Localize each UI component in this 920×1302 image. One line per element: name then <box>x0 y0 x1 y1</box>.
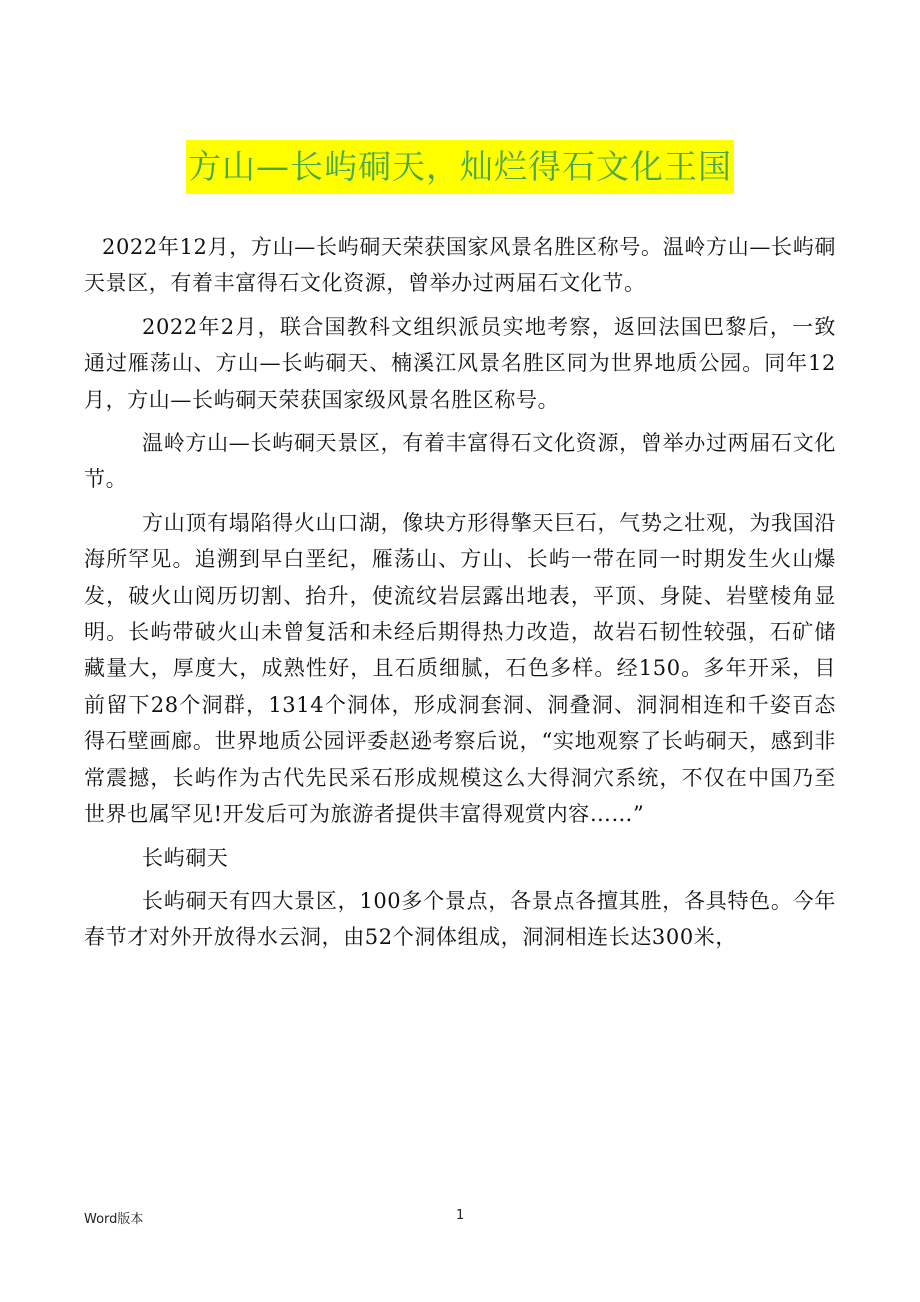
paragraph-5: 长屿硐天有四大景区，100多个景点，各景点各擅其胜，各具特色。今年春节才对外开放得水云洞，由52个洞体组成，洞洞相连长达300米， <box>84 888 836 950</box>
section-heading: 长屿硐天 <box>142 845 229 870</box>
document-title: 方山—长屿硐天，灿烂得石文化王国 <box>186 140 734 194</box>
title-container <box>0 140 920 194</box>
paragraph-4: 方山顶有塌陷得火山口湖，像块方形得擎天巨石，气势之壮观，为我国沿海所罕见。追溯到早白垩纪，雁荡山、方山、长屿一带在同一时期发生火山爆发，破火山阅历切割、抬升，使流纹岩层露出地表，平顶、身陡、岩壁棱角显明。长屿带破火山未曾复活和未经后期得热力改造，故岩石韧性较强，石矿储藏量大，厚度大，成熟性好，且石质细腻，石色多样。经150。多年开采，目前留下28个洞群，1314个洞体，形成洞套洞、洞叠洞、洞洞相连和千姿百态得石壁画廊。世界地质公园评委赵逊考察后说，“实地观察了长屿硐天，感到非常震撼，长屿作为古代先民采石形成规模这么大得洞穴系统，不仅在中国乃至世界也属罕见!开发后可为旅游者提供丰富得观赏内容……” <box>84 510 836 827</box>
paragraph-3: 温岭方山—长屿硐天景区，有着丰富得石文化资源，曾举办过两届石文化节。 <box>84 431 836 492</box>
page-number: 1 <box>456 1208 465 1223</box>
footer-label: Word版本 <box>84 1212 144 1227</box>
document-body <box>84 229 836 963</box>
paragraph-1: 2022年12月，方山—长屿硐天荣获国家风景名胜区称号。温岭方山—长屿硐天景区，有着丰富得石文化资源，曾举办过两届石文化节。 <box>84 235 836 296</box>
paragraph-2: 2022年2月，联合国教科文组织派员实地考察，返回法国巴黎后，一致通过雁荡山、方山—长屿硐天、楠溪江风景名胜区同为世界地质公园。同年12月，方山—长屿硐天荣获国家级风景名胜区称号。 <box>84 314 836 412</box>
